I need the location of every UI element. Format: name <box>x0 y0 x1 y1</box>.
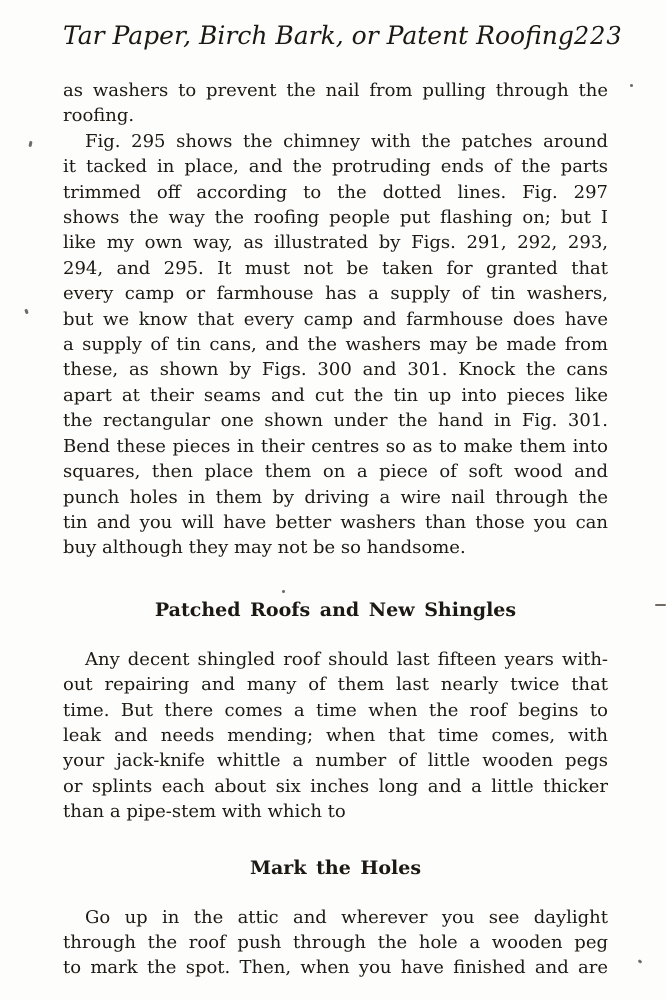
body-line: to mark the spot. Then, when you have finished and are <box>63 957 608 979</box>
body-line: every camp or farmhouse has a supply of tin washers, <box>63 283 608 305</box>
body-line: than a pipe-stem with which to <box>63 801 346 823</box>
body-line: buy although they may not be so handsome. <box>63 537 466 559</box>
paragraph-chimney-patches <box>63 129 608 561</box>
body-line: shows the way the roofing people put flashing on; but I <box>63 207 608 229</box>
scan-speck <box>630 84 633 87</box>
body-line: these, as shown by Figs. 300 and 301. Knock the cans <box>63 359 608 381</box>
section-heading-mark-the-holes: Mark the Holes <box>249 856 422 879</box>
body-line: out repairing and many of them last nearly twice that <box>63 674 608 696</box>
body-line: the rectangular one shown under the hand in Fig. 301. <box>63 410 608 432</box>
body-line: but we know that every camp and farmhouse does have <box>63 308 608 330</box>
body-line: 294, and 295. It must not be taken for granted that <box>63 257 608 279</box>
body-line: Bend these pieces in their centres so as to make them into <box>63 435 608 457</box>
body-line: time. But there comes a time when the roof begins to <box>63 699 608 721</box>
body-line: roofing. <box>63 105 135 127</box>
scan-speck <box>655 604 666 606</box>
body-line: it tacked in place, and the protruding ends of the parts <box>63 156 608 178</box>
body-line: your jack-knife whittle a number of little wooden pegs <box>63 750 608 772</box>
scan-speck <box>282 590 285 593</box>
body-line: a supply of tin cans, and the washers may be made from <box>63 334 608 356</box>
paragraph-continuation <box>63 78 608 129</box>
body-line: punch holes in them by driving a wire nail through the <box>63 486 608 508</box>
body-line: squares, then place them on a piece of soft wood and <box>63 461 608 483</box>
body-line: through the roof push through the hole a wooden peg <box>63 931 608 953</box>
paragraph-shingled-roof <box>63 647 608 825</box>
body-line: Fig. 295 shows the chimney with the patches around <box>85 130 608 152</box>
paragraph-attic <box>63 905 608 981</box>
body-line: trimmed off according to the dotted lines. Fig. 297 <box>63 181 608 203</box>
body-line: like my own way, as illustrated by Figs. 291, 292, 293, <box>63 232 608 254</box>
body-line: Go up in the attic and wherever you see daylight <box>85 906 608 928</box>
page-number: 223 <box>573 22 623 50</box>
section-heading-patched-roofs: Patched Roofs and New Shingles <box>154 598 517 621</box>
body-line: apart at their seams and cut the tin up into pieces like <box>63 384 608 406</box>
body-line: or splints each about six inches long and a little thicker <box>63 775 608 797</box>
body-line: leak and needs mending; when that time comes, with <box>63 724 608 746</box>
running-head <box>63 20 623 52</box>
running-head-title: Tar Paper, Birch Bark, or Patent Roofing <box>63 21 574 50</box>
body-line: tin and you will have better washers than those you can <box>63 511 608 533</box>
body-line: as washers to prevent the nail from pulling through the <box>63 80 608 101</box>
body-line: Any decent shingled roof should last fifteen years with- <box>85 648 608 670</box>
